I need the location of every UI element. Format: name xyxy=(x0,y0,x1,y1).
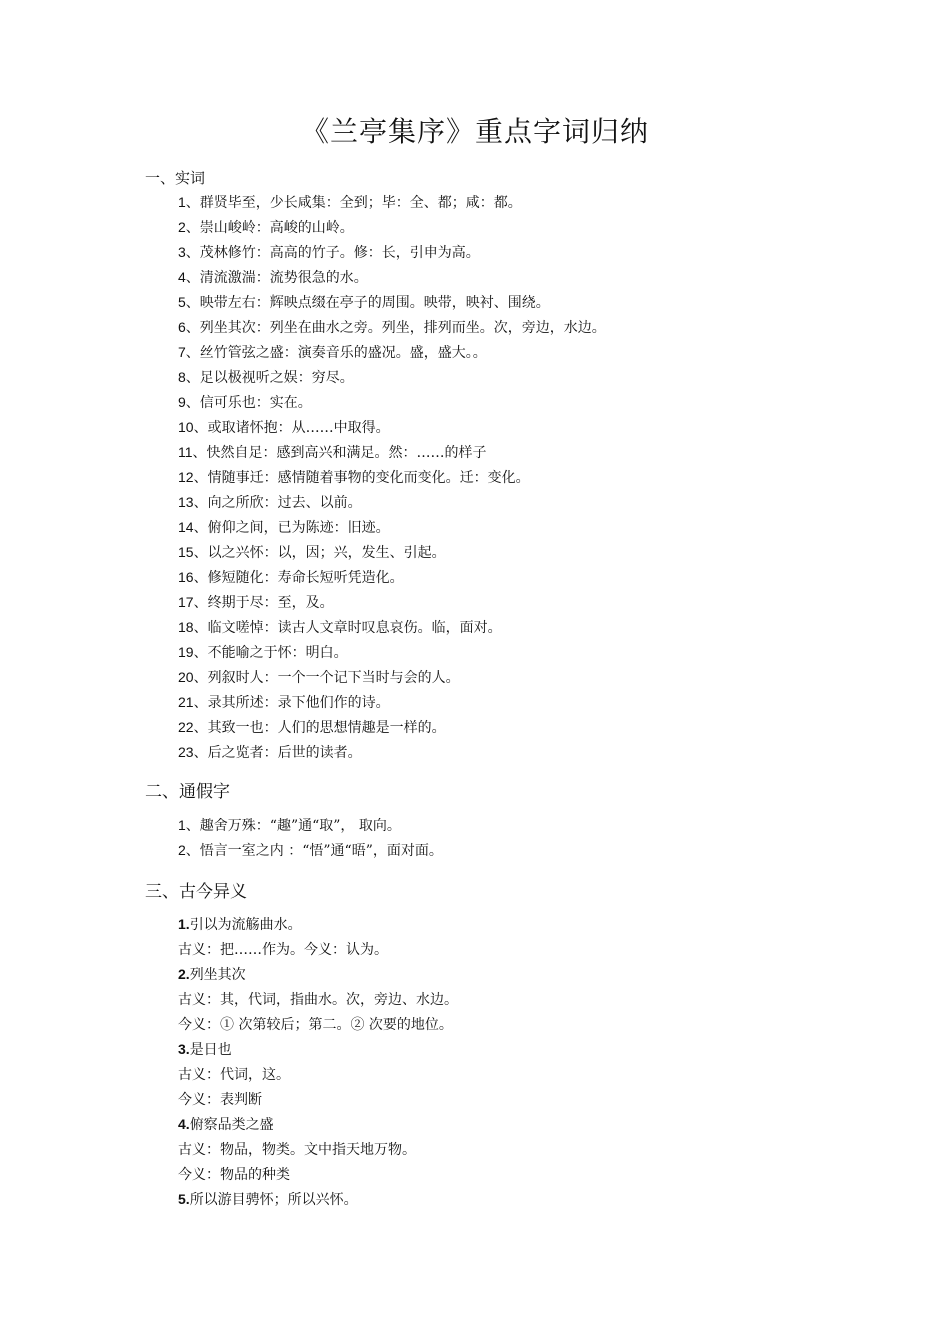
list-item: 23、后之览者：后世的读者。 xyxy=(178,744,362,761)
list-item: 古义：其，代词，指曲水。次，旁边、水边。 xyxy=(178,992,458,1008)
list-item: 9、信可乐也：实在。 xyxy=(178,394,312,411)
list-item: 1.引以为流觞曲水。 xyxy=(178,916,302,933)
list-item: 4、清流激湍：流势很急的水。 xyxy=(178,269,368,286)
list-item: 17、终期于尽：至，及。 xyxy=(178,594,334,611)
list-item: 古义：把……作为。今义：认为。 xyxy=(178,942,388,958)
list-item: 20、列叙时人：一个一个记下当时与会的人。 xyxy=(178,669,460,686)
list-item: 7、丝竹管弦之盛：演奏音乐的盛况。盛，盛大。。 xyxy=(178,344,487,361)
list-item: 10、或取诸怀抱：从……中取得。 xyxy=(178,419,390,436)
list-item: 今义：物品的种类 xyxy=(178,1167,290,1183)
list-item: 古义：物品，物类。文中指天地万物。 xyxy=(178,1142,416,1158)
list-item: 2、悟言一室之内 ：“悟”通“晤”，面对面。 xyxy=(178,842,443,859)
list-item: 8、足以极视听之娱：穷尽。 xyxy=(178,369,354,386)
list-item: 古义：代词，这。 xyxy=(178,1067,290,1083)
list-item: 3.是日也 xyxy=(178,1041,232,1058)
list-item: 2.列坐其次 xyxy=(178,966,246,983)
list-item: 15、以之兴怀：以，因；兴，发生、引起。 xyxy=(178,544,446,561)
list-item: 19、不能喻之于怀：明白。 xyxy=(178,644,348,661)
list-item: 18、临文嗟悼：读古人文章时叹息哀伤。临，面对。 xyxy=(178,619,502,636)
list-item: 13、向之所欣：过去、以前。 xyxy=(178,494,362,511)
list-item: 1、趣舍万殊：“趣”通“取”， 取向。 xyxy=(178,817,401,834)
list-item: 12、情随事迁：感情随着事物的变化而变化。迁：变化。 xyxy=(178,469,530,486)
list-item: 14、俯仰之间，已为陈迹：旧迹。 xyxy=(178,519,390,536)
section-heading-shici: 一、实词 xyxy=(145,169,206,187)
list-item: 4.俯察品类之盛 xyxy=(178,1116,274,1133)
list-item: 21、录其所述：录下他们作的诗。 xyxy=(178,694,390,711)
list-item: 2、崇山峻岭：高峻的山岭。 xyxy=(178,219,354,236)
tongjiazi-list xyxy=(178,813,443,863)
list-item: 11、快然自足：感到高兴和满足。然：……的样子 xyxy=(178,444,487,461)
list-item: 22、其致一也：人们的思想情趣是一样的。 xyxy=(178,719,446,736)
page-title: 《兰亭集序》重点字词归纳 xyxy=(300,115,649,148)
section-heading-tongjiazi: 二、通假字 xyxy=(145,782,230,802)
list-item: 16、修短随化：寿命长短听凭造化。 xyxy=(178,569,404,586)
list-item: 5.所以游目骋怀；所以兴怀。 xyxy=(178,1191,358,1208)
list-item: 3、茂林修竹：高高的竹子。修：长，引申为高。 xyxy=(178,244,480,261)
section-heading-gujinyiyi: 三、古今异义 xyxy=(145,882,247,902)
list-item: 今义：① 次第较后；第二。② 次要的地位。 xyxy=(178,1017,453,1033)
list-item: 6、列坐其次：列坐在曲水之旁。列坐，排列而坐。次，旁边，水边。 xyxy=(178,319,606,336)
list-item: 5、映带左右：辉映点缀在亭子的周围。映带，映衬、围绕。 xyxy=(178,294,550,311)
shici-list xyxy=(178,190,606,765)
list-item: 1、群贤毕至，少长咸集：全到；毕：全、都；咸：都。 xyxy=(178,194,522,211)
gujinyiyi-list xyxy=(178,912,458,1212)
list-item: 今义：表判断 xyxy=(178,1092,262,1108)
